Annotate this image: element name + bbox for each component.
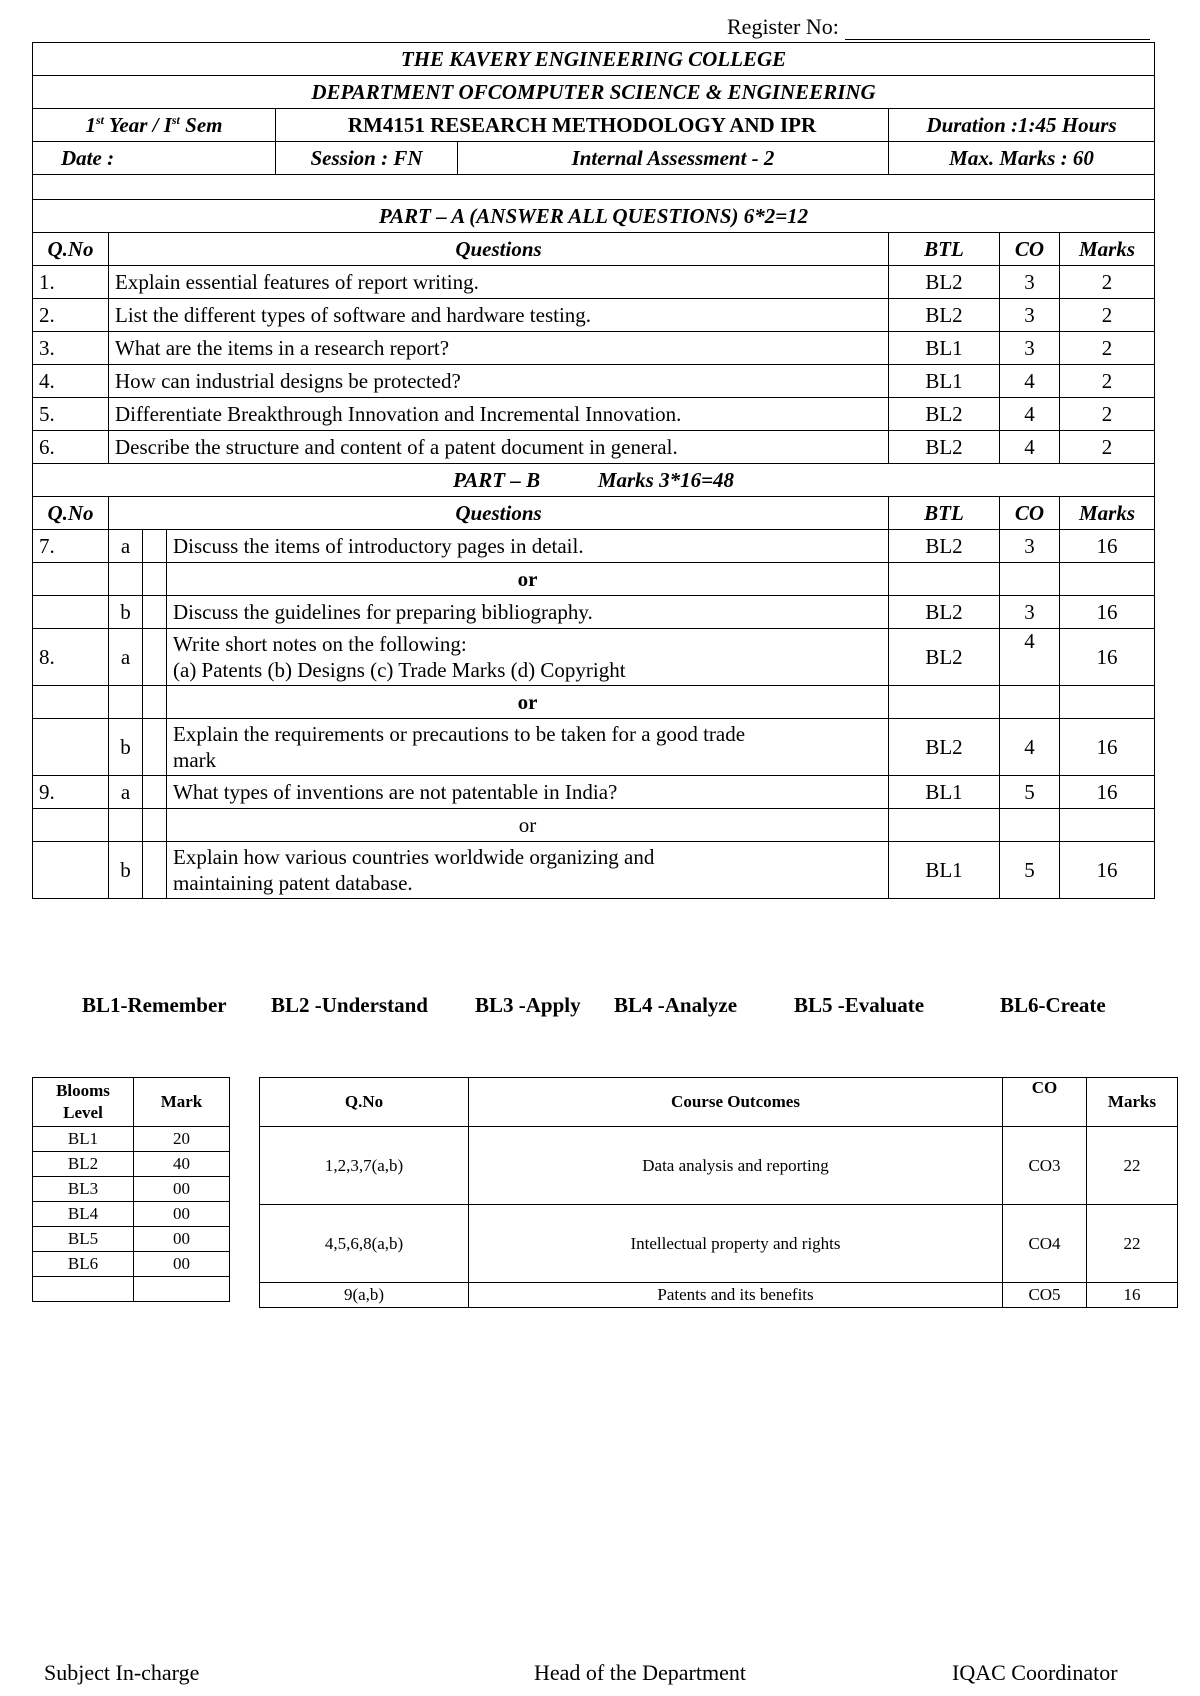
table-row: 5. Differentiate Breakthrough Innovation and Incremental Innovation. BL2 4 2 <box>33 398 1155 431</box>
signature-head-of-department: Head of the Department <box>534 1660 746 1685</box>
table-row: BL1 20 <box>33 1127 230 1152</box>
table-row: BL6 00 <box>33 1252 230 1277</box>
table-row: 9(a,b) Patents and its benefits CO5 16 <box>260 1283 1178 1308</box>
col-questions: Questions <box>109 497 889 530</box>
col-marks: Marks <box>1060 233 1155 266</box>
table-row: 4. How can industrial designs be protected? BL1 4 2 <box>33 365 1155 398</box>
table-row: 8. a Write short notes on the following: (a) Patents (b) Designs (c) Trade Marks (d) Copyright BL2 4 16 <box>33 629 1155 686</box>
blooms-level-table <box>32 1077 230 1302</box>
legend-item: BL1-Remember <box>82 993 227 1017</box>
course-outcomes-table <box>259 1077 1178 1308</box>
signature-iqac-coordinator: IQAC Coordinator <box>952 1660 1118 1685</box>
col-marks: Marks <box>1060 497 1155 530</box>
course-title: RM4151 RESEARCH METHODOLOGY AND IPR <box>276 109 889 142</box>
table-row: or <box>33 686 1155 719</box>
year-semester: 1st Year / Ist Sem <box>33 109 276 142</box>
table-row <box>33 1277 230 1302</box>
legend-item: BL3 -Apply <box>475 993 581 1017</box>
col-co: CO <box>1003 1078 1087 1127</box>
col-course-outcomes: Course Outcomes <box>469 1078 1003 1127</box>
table-row: 1,2,3,7(a,b) Data analysis and reporting CO3 22 <box>260 1127 1178 1205</box>
part-a-title: PART – A (ANSWER ALL QUESTIONS) 6*2=12 <box>33 200 1155 233</box>
table-row: 4,5,6,8(a,b) Intellectual property and rights CO4 22 <box>260 1205 1178 1283</box>
table-row: BL4 00 <box>33 1202 230 1227</box>
table-row: b Discuss the guidelines for preparing bibliography. BL2 3 16 <box>33 596 1155 629</box>
col-qno: Q.No <box>260 1078 469 1127</box>
table-row: 7. a Discuss the items of introductory pages in detail. BL2 3 16 <box>33 530 1155 563</box>
table-row: 6. Describe the structure and content of a patent document in general. BL2 4 2 <box>33 431 1155 464</box>
question-paper-table <box>32 42 1155 899</box>
legend-item: BL5 -Evaluate <box>794 993 925 1017</box>
col-co: CO <box>1000 233 1060 266</box>
col-blooms-level: Blooms Level <box>33 1078 134 1127</box>
register-label: Register No: <box>727 14 839 39</box>
col-co: CO <box>1000 497 1060 530</box>
max-marks: Max. Marks : 60 <box>889 142 1155 175</box>
department-name: DEPARTMENT OFCOMPUTER SCIENCE & ENGINEERING <box>33 76 1155 109</box>
table-row: b Explain the requirements or precautions to be taken for a good trade mark BL2 4 16 <box>33 719 1155 776</box>
table-row: BL2 40 <box>33 1152 230 1177</box>
table-row: or <box>33 563 1155 596</box>
spacer-row <box>33 175 1155 200</box>
register-number <box>727 14 1150 40</box>
col-questions: Questions <box>109 233 889 266</box>
table-row: BL5 00 <box>33 1227 230 1252</box>
legend-item: BL6-Create <box>1000 993 1106 1017</box>
table-row: or <box>33 809 1155 842</box>
table-row: 3. What are the items in a research report? BL1 3 2 <box>33 332 1155 365</box>
college-name: THE KAVERY ENGINEERING COLLEGE <box>33 43 1155 76</box>
table-row: 2. List the different types of software and hardware testing. BL2 3 2 <box>33 299 1155 332</box>
register-blank-line <box>845 17 1150 40</box>
col-mark: Mark <box>134 1078 230 1127</box>
exam-date: Date : <box>33 142 276 175</box>
table-row: 9. a What types of inventions are not patentable in India? BL1 5 16 <box>33 776 1155 809</box>
col-btl: BTL <box>889 233 1000 266</box>
col-qno: Q.No <box>33 233 109 266</box>
legend-item: BL2 -Understand <box>271 993 428 1017</box>
signature-subject-incharge: Subject In-charge <box>44 1660 200 1685</box>
col-marks: Marks <box>1087 1078 1178 1127</box>
assessment-name: Internal Assessment - 2 <box>458 142 889 175</box>
col-btl: BTL <box>889 497 1000 530</box>
legend-item: BL4 -Analyze <box>614 993 738 1017</box>
session: Session : FN <box>276 142 458 175</box>
col-qno: Q.No <box>33 497 109 530</box>
table-row: 1. Explain essential features of report writing. BL2 3 2 <box>33 266 1155 299</box>
duration: Duration :1:45 Hours <box>889 109 1155 142</box>
part-b-title: PART – B Marks 3*16=48 <box>33 464 1155 497</box>
table-row: BL3 00 <box>33 1177 230 1202</box>
table-row: b Explain how various countries worldwide organizing and maintaining patent database. BL1 5 16 <box>33 842 1155 899</box>
